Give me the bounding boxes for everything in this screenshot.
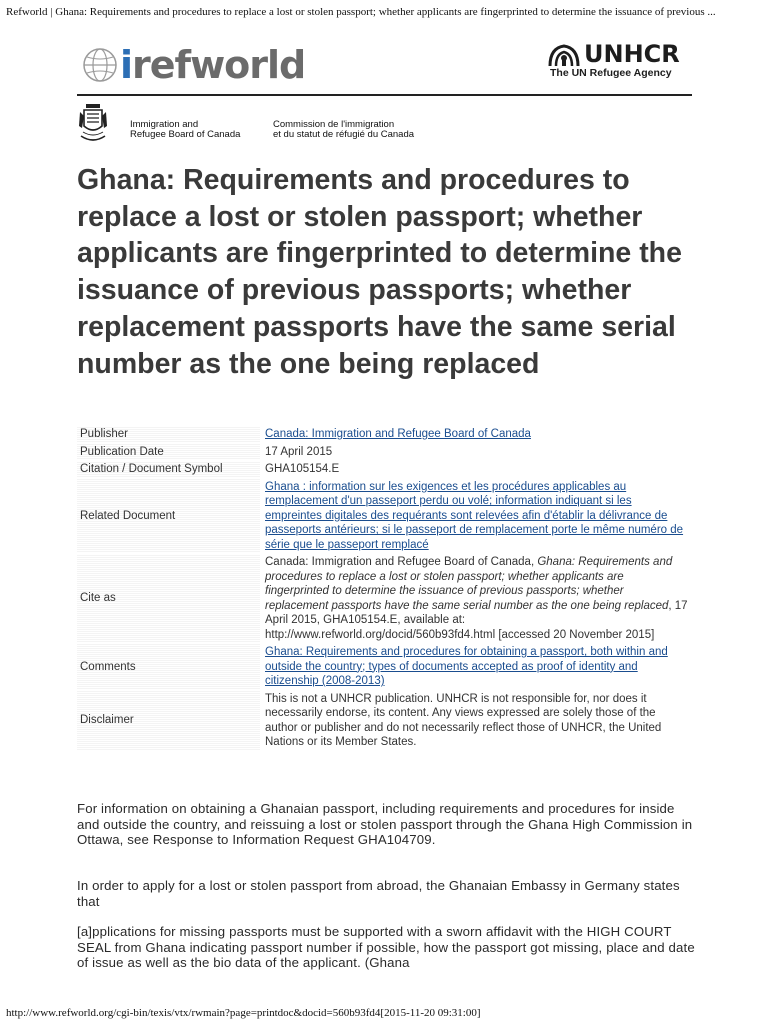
metadata-label: Citation / Document Symbol: [77, 461, 260, 478]
irb-name-english: Immigration and Refugee Board of Canada: [130, 119, 241, 140]
metadata-label: Cite as: [77, 554, 260, 643]
unhcr-tagline: The UN Refugee Agency: [550, 67, 672, 79]
metadata-row-related-document: [77, 479, 692, 555]
canada-coat-of-arms-icon: [78, 100, 108, 144]
refworld-logo-text: refworld: [132, 43, 306, 87]
metadata-row-publication-date: [77, 444, 692, 462]
metadata-row-cite-as: [77, 554, 692, 644]
unhcr-emblem-icon: [546, 42, 582, 68]
header-divider: [77, 94, 692, 96]
unhcr-logo[interactable]: [546, 42, 696, 82]
browser-print-footer: http://www.refworld.org/cgi-bin/texis/vtx/rwmain?page=printdoc&docid=560b93fd4[2015-11-20 09:31:00]: [6, 1007, 481, 1019]
irb-name-french: Commission de l'immigration et du statut de réfugié du Canada: [273, 119, 415, 140]
related-document-link[interactable]: Ghana : information sur les exigences et les procédures applicables au remplacement d'un passeport perdu ou volé; information indiquant si les empreintes digitales des requérants sont relevées afin d'établir la délivrance de passeports antérieurs; si le passeport de remplacement porte le même numéro de série que le passeport remplacé: [265, 480, 684, 551]
globe-icon: [82, 47, 118, 83]
body-paragraph-3: [a]pplications for missing passports must be supported with a sworn affidavit with the HIGH COURT SEAL from Ghana indicating passport number if possible, how the passport got missing, place and date of issue as well as the bio data of the applicant. (Ghana: [77, 924, 695, 970]
body-paragraph-1: For information on obtaining a Ghanaian passport, including requirements and procedures for inside and outside the country, and reissuing a lost or stolen passport through the Ghana High Commission in Ottawa, see Response to Information Request GHA104709.: [77, 801, 693, 847]
refworld-logo[interactable]: [82, 40, 305, 90]
refworld-logo-i: i: [120, 43, 133, 87]
metadata-label: Publication Date: [77, 444, 260, 461]
publication-date-value: 17 April 2015: [265, 445, 333, 458]
metadata-label: Publisher: [77, 426, 260, 443]
publisher-link[interactable]: Canada: Immigration and Refugee Board of Canada: [265, 428, 531, 440]
metadata-row-comments: [77, 644, 692, 691]
irb-header: [78, 100, 498, 146]
disclaimer-value: This is not a UNHCR publication. UNHCR is not responsible for, nor does it necessarily endorse, its content. Any views expressed are solely those of the author or publisher and do not necessarily reflect those of UNHCR, the United Nations or its Member States.: [265, 692, 662, 748]
metadata-label: Disclaimer: [77, 691, 260, 751]
document-title: Ghana: Requirements and procedures to replace a lost or stolen passport; whether applicants are fingerprinted to determine the issuance of previous passports; whether replacement passports have the same serial number as the one being replaced: [77, 164, 682, 380]
unhcr-name: UNHCR: [584, 40, 680, 68]
metadata-label: Comments: [77, 644, 260, 690]
comments-link[interactable]: Ghana: Requirements and procedures for obtaining a passport, both within and outside the country; types of documents accepted as proof of identity and citizenship (2008-2013): [265, 646, 668, 687]
browser-print-header: Refworld | Ghana: Requirements and procedures to replace a lost or stolen passport; whether applicants are fingerprinted to determine the issuance of previous ...: [6, 6, 716, 18]
cite-as-value: Canada: Immigration and Refugee Board of Canada, Ghana: Requirements and procedures to replace a lost or stolen passport; whether applicants are fingerprinted to determine the issuance of previous passports; whether replacement passports have the same serial number as the one being replaced, 17 April 2015, GHA105154.E, available at: http://www.refworld.org/docid/560b93fd4.html [accessed 20 November 2015]: [265, 556, 688, 641]
metadata-table: [77, 426, 692, 752]
citation-value: GHA105154.E: [265, 463, 340, 475]
metadata-row-disclaimer: [77, 691, 692, 752]
metadata-label: Related Document: [77, 479, 260, 554]
metadata-row-citation: [77, 461, 692, 479]
body-paragraph-2: In order to apply for a lost or stolen passport from abroad, the Ghanaian Embassy in Germany states that: [77, 878, 680, 909]
metadata-row-publisher: [77, 426, 692, 444]
